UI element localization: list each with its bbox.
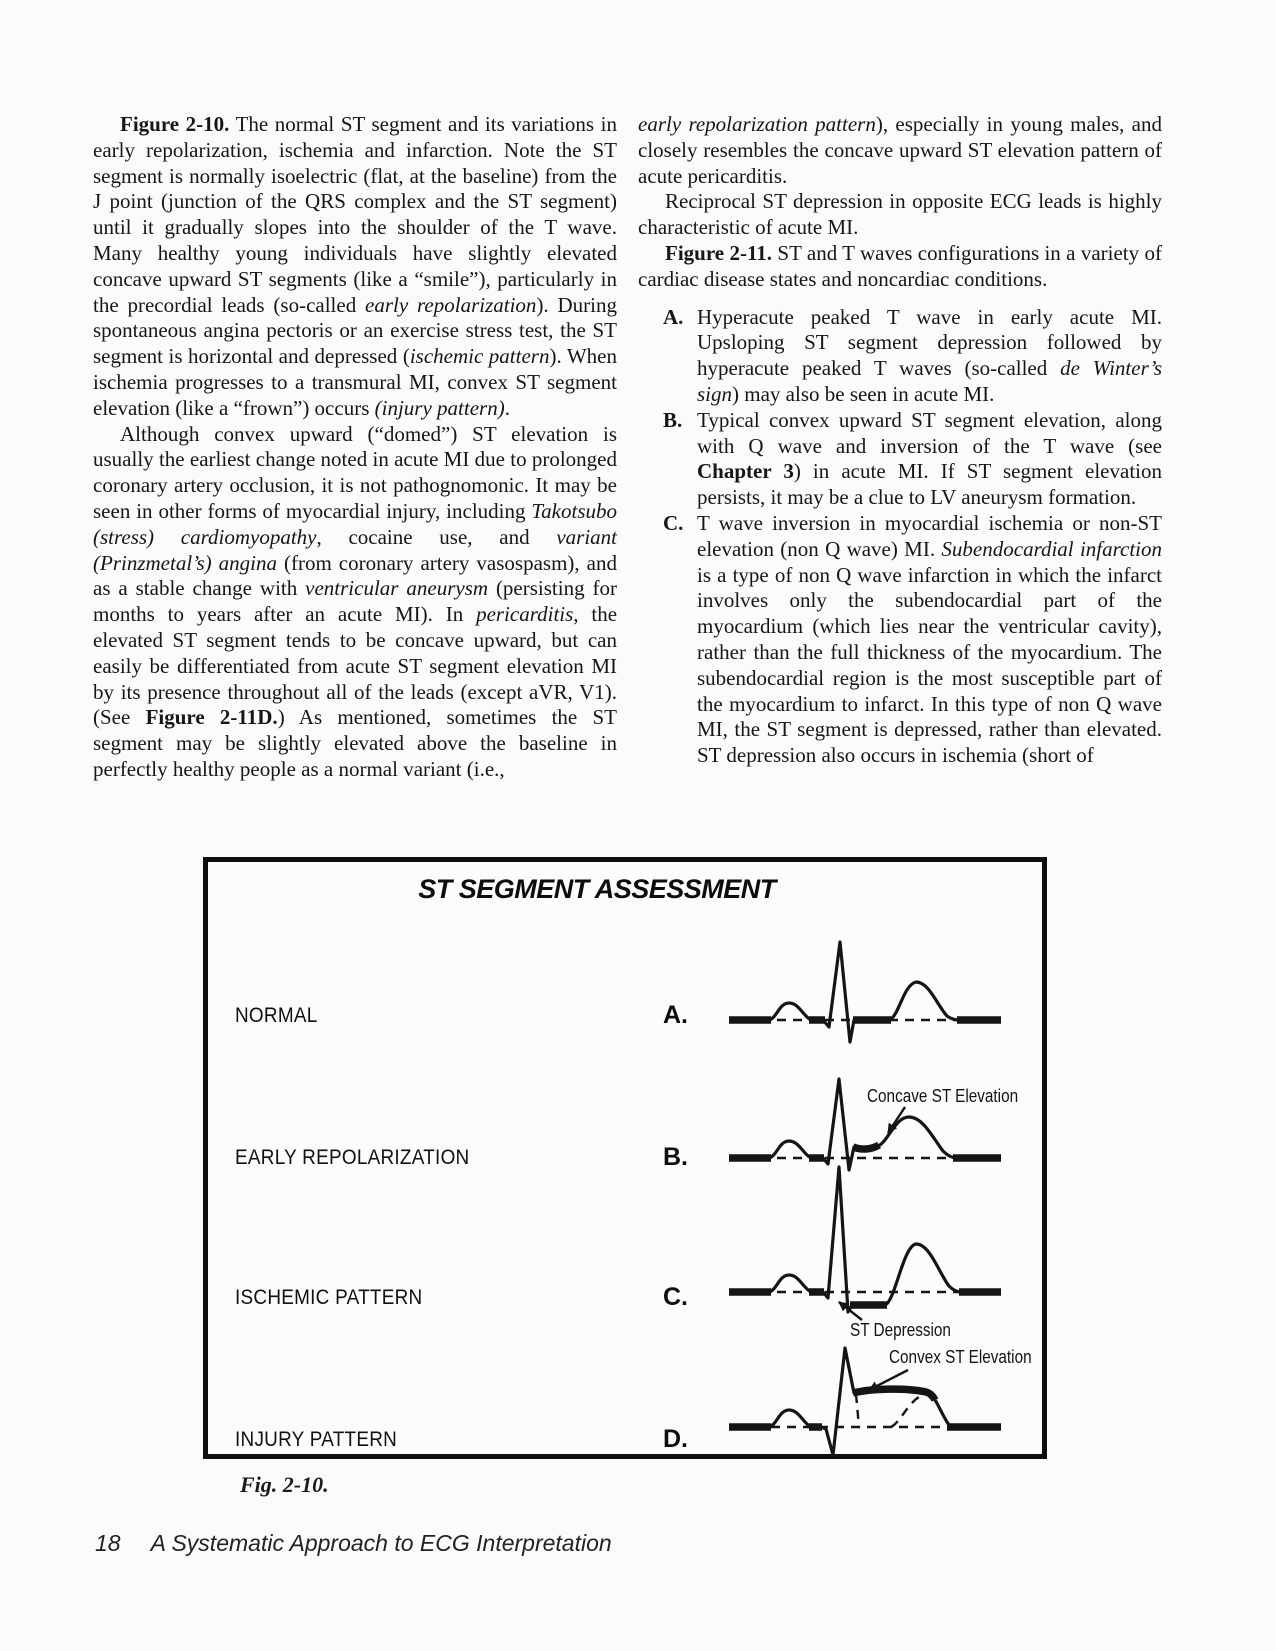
list-item-c-text: T wave inversion in myocardial ischemia or non-ST elevation (non Q wave) MI. Subendocardial infarction is a type of non Q wave infarction in which the infarct involves only the subendocardial part of the myocardium (which lies near the ventricular cavity), rather than the full thickness of the myocardium. The subendocardial region is the most susceptible part of the myocardium to infarct. In this type of non Q wave MI, the ST segment is depressed, rather than elevated. ST depression also occurs in ischemia (short of <box>697 510 1162 768</box>
list-marker-c: C. <box>663 510 684 535</box>
row-letter-b: B. <box>663 1143 688 1171</box>
list-marker-a: A. <box>663 304 684 329</box>
row-letter-d: D. <box>663 1425 688 1453</box>
row-label-injury-pattern: INJURY PATTERN <box>235 1427 398 1451</box>
row-label-normal: NORMAL <box>235 1003 318 1027</box>
annotation-convex-st-elevation: Convex ST Elevation <box>889 1347 1032 1367</box>
paragraph-figure-2-11: Figure 2-11. ST and T waves configurations in a variety of cardiac disease states and noncardiac conditions. <box>638 240 1162 291</box>
text-column-right <box>638 112 1162 769</box>
list-item-c <box>638 511 1162 769</box>
arrow-concave-st-icon <box>875 1100 920 1145</box>
list-marker-b: B. <box>663 407 683 432</box>
book-title: A Systematic Approach to ECG Interpretation <box>150 1530 612 1556</box>
annotation-st-depression: ST Depression <box>850 1320 951 1340</box>
figure-box <box>203 857 1047 1459</box>
figure-caption: Fig. 2-10. <box>240 1472 329 1497</box>
page-number: 18 <box>95 1530 121 1556</box>
paragraph-domed-st: Although convex upward (“domed”) ST elevation is usually the earliest change noted in acute MI due to prolonged coronary artery occlusion, it is not pathognomonic. It may be seen in other forms of myocardial injury, including Takotsubo (stress) cardiomyopathy, cocaine use, and variant (Prinzmetal’s) angina (from coronary artery vasospasm), and as a stable change with ventricular aneurysm (persisting for months to years after an acute MI). In pericarditis, the elevated ST segment tends to be concave upward, but can easily be differentiated from acute ST segment elevation MI by its presence throughout all of the leads (except aVR, V1). (See Figure 2-11D.) As mentioned, sometimes the ST segment may be slightly elevated above the baseline in perfectly healthy people as a normal variant (i.e., <box>93 421 618 781</box>
row-letter-c: C. <box>663 1283 688 1311</box>
ecg-waveform-normal <box>723 930 1013 1060</box>
page-footer <box>95 1530 612 1557</box>
figure-title: ST SEGMENT ASSESSMENT <box>418 874 776 904</box>
arrow-st-depression-icon <box>830 1295 875 1327</box>
arrow-convex-st-icon <box>860 1363 915 1396</box>
paragraph-reciprocal: Reciprocal ST depression in opposite ECG leads is highly characteristic of acute MI. <box>638 189 1162 240</box>
row-label-ischemic-pattern: ISCHEMIC PATTERN <box>235 1285 423 1309</box>
list-item-a-text: Hyperacute peaked T wave in early acute MI. Upsloping ST segment depression followed by hyperacute peaked T waves (so-called de Winter’s sign) may also be seen in acute MI. <box>697 304 1162 406</box>
list-item-b-text: Typical convex upward ST segment elevation, along with Q wave and inversion of the T wave (see Chapter 3) in acute MI. If ST segment elevation persists, it may be a clue to LV aneurysm formation. <box>697 407 1162 510</box>
row-label-early-repolarization: EARLY REPOLARIZATION <box>235 1145 470 1169</box>
row-letter-a: A. <box>663 1001 688 1029</box>
list-item-b <box>638 408 1162 511</box>
figure-2-11-list <box>638 305 1162 769</box>
annotation-concave-st-elevation: Concave ST Elevation <box>867 1086 1019 1106</box>
paragraph-continuation: early repolarization pattern), especially in young males, and closely resembles the concave upward ST elevation pattern of acute pericarditis. <box>638 112 1162 188</box>
text-column-left <box>93 112 617 783</box>
paragraph-figure-2-10: Figure 2-10. The normal ST segment and its variations in early repolarization, ischemia and infarction. Note the ST segment is normally isoelectric (flat, at the baseline) from the J point (junction of the QRS complex and the ST segment) until it gradually slopes into the shoulder of the T wave. Many healthy young individuals have slightly elevated concave upward ST segments (like a “smile”), particularly in the precordial leads (so-called early repolarization). During spontaneous angina pectoris or an exercise stress test, the ST segment is horizontal and depressed (ischemic pattern). When ischemia progresses to a transmural MI, convex ST segment elevation (like a “frown”) occurs (injury pattern). <box>93 112 618 420</box>
list-item-a <box>638 305 1162 408</box>
